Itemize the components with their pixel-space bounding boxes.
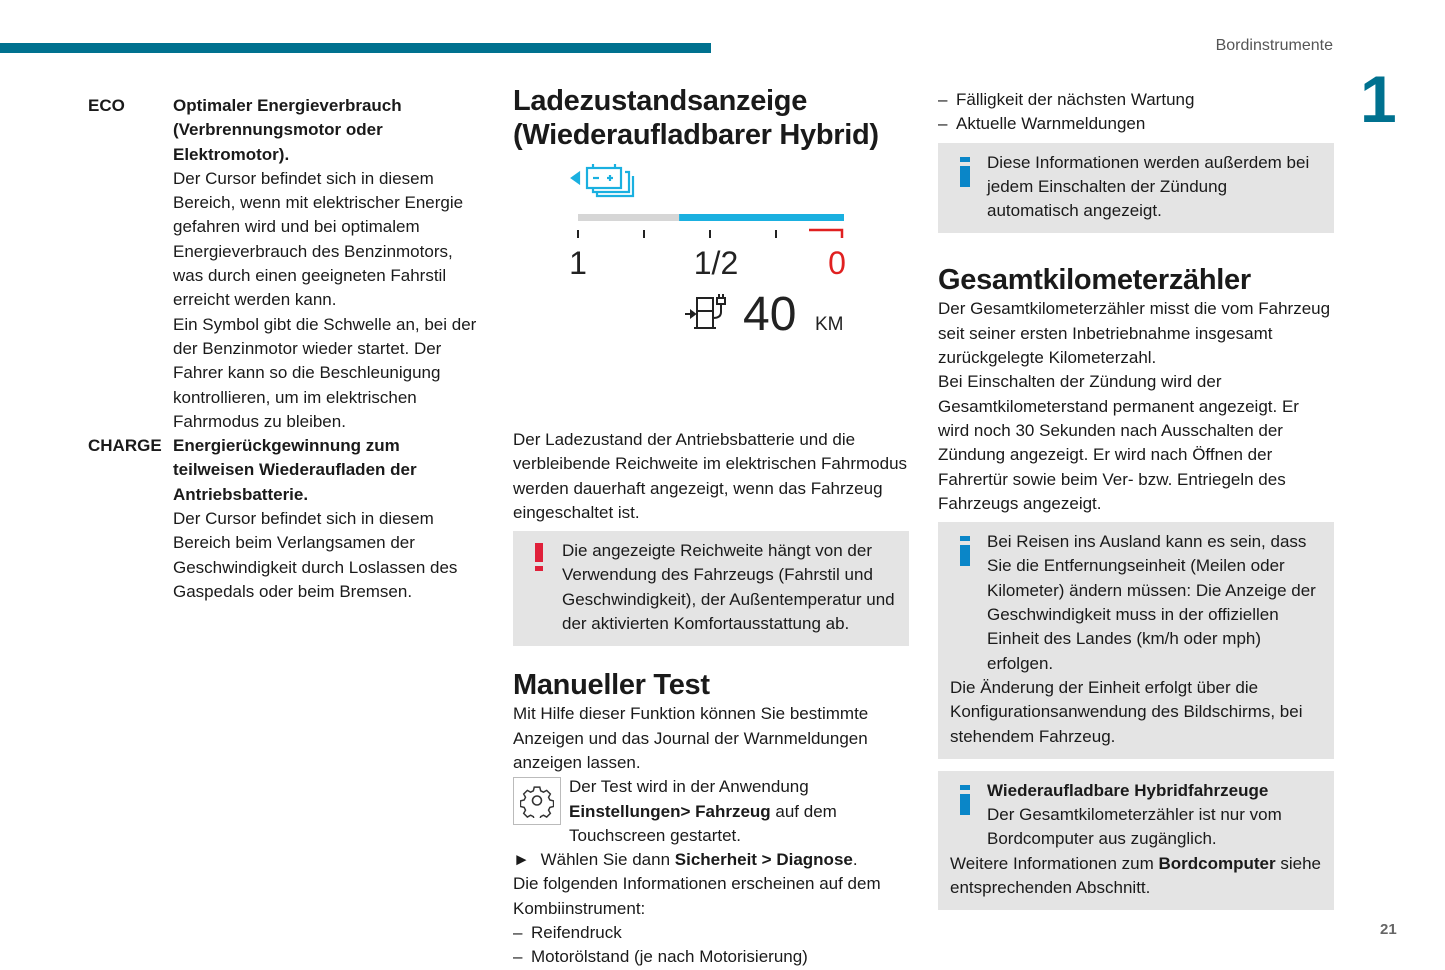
warning-box [513, 531, 909, 646]
info-text: Weitere Informationen zum Bordcomputer siehe entsprechenden Abschnitt. [950, 853, 1321, 898]
term-title: Energierückgewinnung zum teilweisen Wiederaufladen der Antriebsbatterie. [173, 436, 417, 504]
select-step: ► Wählen Sie dann Sicherheit > Diagnose. [513, 850, 858, 870]
section-title: Bordinstrumente [1215, 37, 1333, 54]
info-text: Diese Informationen werden außerdem bei jedem Einschalten der Zündung automatisch angezeigt. [987, 152, 1310, 221]
heading-gesamtkilometerzaehler: Gesamtkilometerzähler [938, 264, 1251, 297]
info-text: Der Gesamtkilometerzähler ist nur vom Bordcomputer aus zugänglich. [987, 805, 1282, 849]
charge-gauge-illustration [513, 158, 909, 358]
heading-ladezustand: Ladezustandsanzeige (Wiederaufladbarer Hybrid) [513, 85, 879, 151]
settings-gear-icon [513, 777, 561, 825]
paragraph: Der Ladezustand der Antriebsbatterie und die verbleibende Reichweite im elektrischen Fahrmodus werden dauerhaft angezeigt, wenn das Fahrzeug eingeschaltet ist. [513, 430, 908, 522]
definition-charge [88, 434, 478, 604]
arrow-left-icon [572, 173, 579, 183]
info-icon [960, 157, 970, 187]
info-title: Wiederaufladbare Hybridfahrzeuge [987, 780, 1269, 800]
reserve-marker [809, 230, 842, 238]
list-item: – Aktuelle Warnmeldungen [938, 114, 1146, 134]
paragraph: Ein Symbol gibt die Schwelle an, bei der der Benzinmotor wieder startet. Der Fahrer kann so die Beschleunigung kontrollieren, um im elektrischen Fahrmodus zu bleiben. [173, 314, 477, 431]
column-3 [938, 88, 1334, 910]
list-item: – Motorölstand (je nach Motorisierung) [513, 947, 808, 967]
paragraph: Der Cursor befindet sich in diesem Bereich beim Verlangsamen der Geschwindigkeit durch Loslassen des Gaspedals oder beim Bremsen. [173, 509, 458, 601]
label-full: 1 [569, 245, 587, 281]
range-unit: KM [815, 314, 844, 335]
paragraph: Die folgenden Informationen erscheinen auf dem Kombiinstrument: [513, 874, 881, 918]
info-text: Die Änderung der Einheit erfolgt über die Konfigurationsanwendung des Bildschirms, bei stehendem Fahrzeug. [950, 677, 1303, 746]
info-box [938, 143, 1334, 234]
heading-manueller-test: Manueller Test [513, 669, 710, 702]
column-2 [513, 84, 909, 970]
paragraph: Bei Einschalten der Zündung wird der Gesamtkilometerstand permanent angezeigt. Er wird noch 30 Sekunden nach Ausschalten der Zündung angezeigt. Er wird nach Öffnen der Fahrertür sowie beim Ver- bzw. Entriegeln des Fahrzeugs angezeigt. [938, 372, 1299, 513]
info-icon [960, 536, 970, 566]
gauge-ticks [578, 230, 776, 238]
battery-icon [572, 164, 633, 196]
definition-eco [88, 94, 478, 434]
page-number: 21 [1380, 921, 1397, 938]
column-1 [88, 94, 478, 604]
list-item: – Reifendruck [513, 923, 622, 943]
paragraph: Mit Hilfe dieser Funktion können Sie bestimmte Anzeigen und das Journal der Warnmeldungen anzeigen lassen. [513, 704, 869, 772]
electric-range-icon [685, 294, 725, 328]
gauge-bar-empty [578, 214, 679, 221]
info-text: Bei Reisen ins Ausland kann es sein, dass Sie die Entfernungseinheit (Meilen oder Kilometer) ändern müssen: Die Anzeige der Geschwindigkeit muss in der offiziellen Einheit des Landes (km/h oder mph) erfolgen. [987, 532, 1316, 673]
test-step-text: Der Test wird in der Anwendung Einstellungen> Fahrzeug auf dem Touchscreen gestartet. [569, 777, 837, 845]
term-label: ECO [88, 96, 125, 115]
paragraph: Der Gesamtkilometerzähler misst die vom Fahrzeug seit seiner ersten Inbetriebnahme insgesamt zurückgelegte Kilometerzahl. [938, 299, 1331, 368]
label-empty: 0 [828, 245, 846, 281]
term-title: Optimaler Energieverbrauch (Verbrennungsmotor oder Elektromotor). [173, 96, 402, 164]
paragraph: Der Cursor befindet sich in diesem Bereich, wenn mit elektrischer Energie gefahren wird und bei optimalem Energieverbrauch des Benzinmotors, was durch einen geeigneten Fahrstil erreicht werden kann. [173, 168, 464, 310]
warning-exclamation-icon [535, 543, 543, 571]
range-value: 40 [743, 288, 797, 341]
term-label: CHARGE [88, 436, 162, 456]
header-accent-bar [0, 43, 711, 53]
list-item: – Fälligkeit der nächsten Wartung [938, 90, 1195, 109]
info-box [938, 522, 1334, 759]
info-box-hybrid [938, 771, 1334, 910]
info-icon [960, 785, 970, 815]
warning-text: Die angezeigte Reichweite hängt von der Verwendung des Fahrzeugs (Fahrstil und Geschwindigkeit), der Außentemperatur und der aktivierten Komfortausstattung ab. [562, 541, 895, 634]
test-step [513, 775, 909, 848]
chapter-number: 1 [1360, 62, 1397, 136]
label-half: 1/2 [693, 245, 739, 281]
gauge-bar-charge [679, 214, 844, 221]
